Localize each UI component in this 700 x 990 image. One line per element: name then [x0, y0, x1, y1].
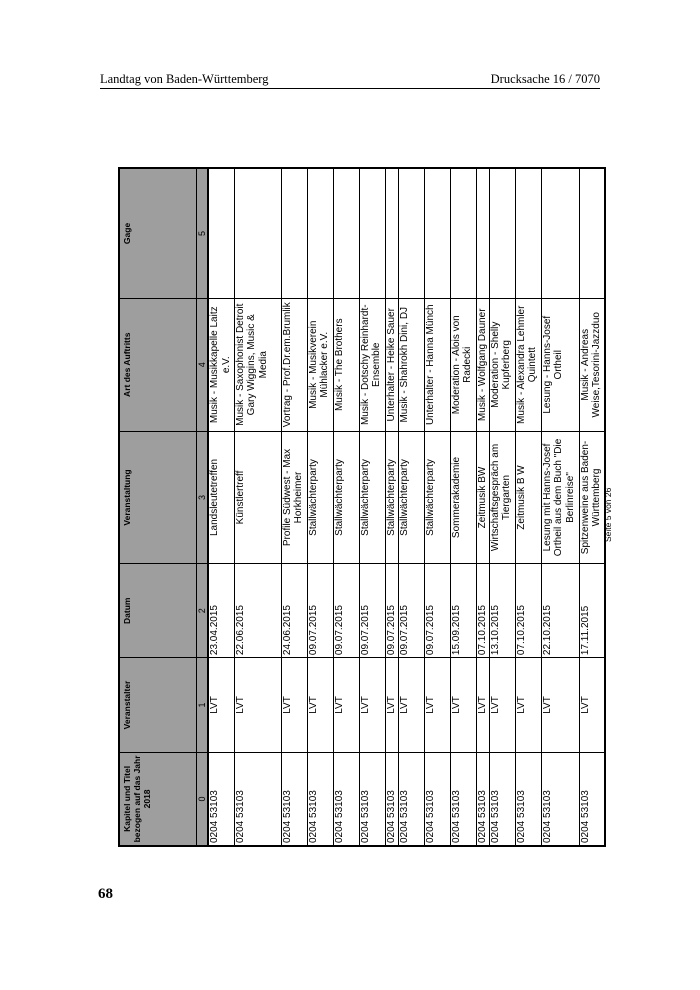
table-cell: LVT: [489, 658, 515, 753]
table-cell: 0204 53103: [333, 752, 359, 846]
table-cell: [398, 168, 424, 298]
table-cell: Moderation - Alois von Radecki: [450, 298, 476, 431]
table-cell: Musik - Andreas Weise,Tesorini-Jazzduo: [579, 298, 605, 431]
table-row: [489, 168, 515, 846]
table-cell: LVT: [515, 658, 541, 753]
rotated-table-wrapper: [118, 167, 602, 847]
column-header: Gage: [119, 168, 197, 298]
column-number: 2: [197, 564, 209, 658]
table-cell: Musik - Musikkapelle Laitz e.V.: [208, 298, 234, 431]
table-cell: Lesung - Hanns-Josef Ortheil: [541, 298, 579, 431]
table-cell: [424, 168, 450, 298]
table-cell: 17.11.2015: [579, 564, 605, 658]
table-row: [424, 168, 450, 846]
table-cell: Lesung mit Hanns-Josef Ortheil aus dem Buch "Die Berlinreise": [541, 431, 579, 564]
table-cell: Musik - Shahrokh Dini, DJ: [398, 298, 424, 431]
column-header: Veranstaltung: [119, 431, 197, 564]
table-row: [234, 168, 281, 846]
table-cell: 0204 53103: [541, 752, 579, 846]
table-cell: Musik - Alexandra Lehmler Quintett: [515, 298, 541, 431]
table-cell: LVT: [208, 658, 234, 753]
table-cell: [281, 168, 307, 298]
table-cell: [450, 168, 476, 298]
table-cell: Stallwächterparty: [424, 431, 450, 564]
table-row: [398, 168, 424, 846]
table-cell: [208, 168, 234, 298]
column-number-row: [197, 168, 209, 846]
table-cell: 13.10.2015: [489, 564, 515, 658]
table-cell: [385, 168, 398, 298]
footer-text: Seite 5 von 26: [603, 487, 613, 542]
table-cell: LVT: [359, 658, 385, 753]
table-cell: 09.07.2015: [333, 564, 359, 658]
table-row: [359, 168, 385, 846]
table-row: [385, 168, 398, 846]
page-number: 68: [98, 886, 113, 902]
table-cell: LVT: [281, 658, 307, 753]
table-cell: Wirtschaftsgespräch am Tiergarten: [489, 431, 515, 564]
table-cell: Vortrag - Prof.Dr.em.Brumlik: [281, 298, 307, 431]
header-right: Drucksache 16 / 7070: [490, 72, 600, 86]
table-row: [476, 168, 489, 846]
table-cell: Musik - Wolfgang Dauner: [476, 298, 489, 431]
table-cell: [234, 168, 281, 298]
table-cell: LVT: [234, 658, 281, 753]
table-cell: Unterhalter - Hanna Münch: [424, 298, 450, 431]
column-number: 0: [197, 752, 209, 846]
table-row: [579, 168, 605, 846]
table-cell: 0204 53103: [385, 752, 398, 846]
table-row: [281, 168, 307, 846]
table-cell: 09.07.2015: [359, 564, 385, 658]
table-body: [208, 168, 605, 846]
table-cell: 0204 53103: [208, 752, 234, 846]
table-cell: LVT: [424, 658, 450, 753]
header-left: Landtag von Baden-Württemberg: [100, 72, 269, 86]
table-row: [333, 168, 359, 846]
table-cell: [333, 168, 359, 298]
column-header-row: [119, 168, 197, 846]
rotated-table-container: [118, 167, 602, 847]
table-cell: 24.06.2015: [281, 564, 307, 658]
table-cell: Zeitmusik B W: [515, 431, 541, 564]
table-cell: 09.07.2015: [398, 564, 424, 658]
table-cell: Musik - Dotschy Reinhardt-Ensemble: [359, 298, 385, 431]
table-cell: Unterhalter - Heike Sauer: [385, 298, 398, 431]
table-cell: Profile Südwest - Max Horkheimer: [281, 431, 307, 564]
table-cell: 0204 53103: [234, 752, 281, 846]
table-cell: 09.07.2015: [385, 564, 398, 658]
table-cell: 15.09.2015: [450, 564, 476, 658]
column-number: 3: [197, 431, 209, 564]
table-cell: 0204 53103: [359, 752, 385, 846]
table-cell: Musik - The Brothers: [333, 298, 359, 431]
table-cell: LVT: [333, 658, 359, 753]
table-row: [450, 168, 476, 846]
table-cell: 0204 53103: [489, 752, 515, 846]
table-cell: [515, 168, 541, 298]
table-cell: Musik - Saxophonist Detroit Gary Wiggins, Music & Media: [234, 298, 281, 431]
column-header: Kapitel und Titel bezogen auf das Jahr 2018: [119, 752, 197, 846]
table-cell: 0204 53103: [476, 752, 489, 846]
table-cell: 07.10.2015: [515, 564, 541, 658]
table-cell: 23.04.2015: [208, 564, 234, 658]
table-cell: [307, 168, 333, 298]
table-cell: Musik - Musikverein Mühlacker e.V.: [307, 298, 333, 431]
table-cell: 09.07.2015: [307, 564, 333, 658]
table-cell: LVT: [579, 658, 605, 753]
table-cell: 0204 53103: [307, 752, 333, 846]
table-row: [307, 168, 333, 846]
table-cell: 0204 53103: [515, 752, 541, 846]
table-cell: [359, 168, 385, 298]
table-cell: [541, 168, 579, 298]
table-cell: Künstlertreff: [234, 431, 281, 564]
table-cell: Stallwächterparty: [398, 431, 424, 564]
data-table: [118, 167, 606, 847]
column-number: 5: [197, 168, 209, 298]
column-number: 4: [197, 298, 209, 431]
table-row: [541, 168, 579, 846]
page-footer: [603, 486, 617, 546]
header-rule: [100, 88, 600, 89]
table-cell: LVT: [476, 658, 489, 753]
table-row: [208, 168, 234, 846]
table-cell: Stallwächterparty: [307, 431, 333, 564]
table-cell: 0204 53103: [579, 752, 605, 846]
table-cell: LVT: [541, 658, 579, 753]
column-header: Art des Auftritts: [119, 298, 197, 431]
table-cell: LVT: [385, 658, 398, 753]
table-cell: Stallwächterparty: [359, 431, 385, 564]
table-cell: [579, 168, 605, 298]
table-cell: [476, 168, 489, 298]
table-cell: 09.07.2015: [424, 564, 450, 658]
table-cell: 07.10.2015: [476, 564, 489, 658]
table-row: [515, 168, 541, 846]
table-cell: [489, 168, 515, 298]
table-cell: Spitzenweine aus Baden-Württemberg: [579, 431, 605, 564]
table-cell: Moderation - Shelly Kupferberg: [489, 298, 515, 431]
column-header: Datum: [119, 564, 197, 658]
table-cell: Zeitmusik BW: [476, 431, 489, 564]
table-cell: Sommerakademie: [450, 431, 476, 564]
column-number: 1: [197, 658, 209, 753]
table-cell: 22.06.2015: [234, 564, 281, 658]
table-cell: Landsleutetreffen: [208, 431, 234, 564]
table-cell: Stallwächterparty: [333, 431, 359, 564]
table-cell: 22.10.2015: [541, 564, 579, 658]
table-cell: LVT: [450, 658, 476, 753]
table-cell: 0204 53103: [450, 752, 476, 846]
table-cell: LVT: [307, 658, 333, 753]
table-cell: 0204 53103: [281, 752, 307, 846]
table-cell: 0204 53103: [398, 752, 424, 846]
column-header: Veranstalter: [119, 658, 197, 753]
table-cell: LVT: [398, 658, 424, 753]
table-cell: 0204 53103: [424, 752, 450, 846]
table-cell: Stallwächterparty: [385, 431, 398, 564]
